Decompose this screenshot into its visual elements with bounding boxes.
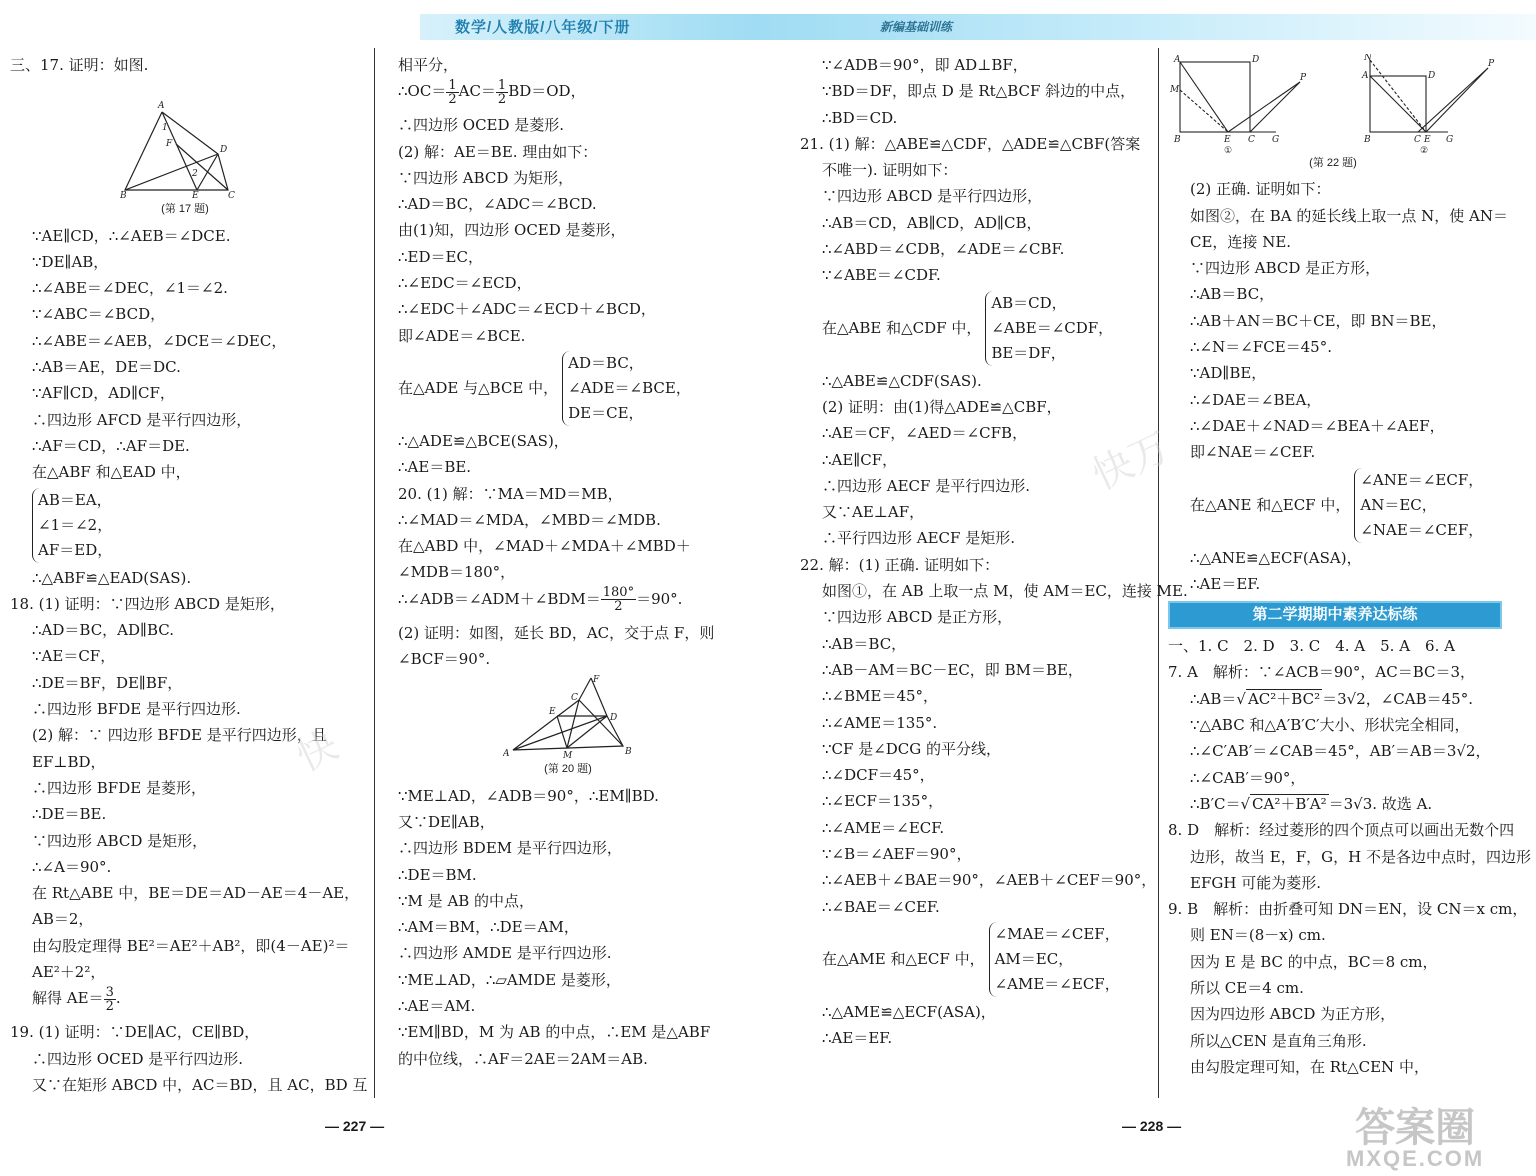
text-fragment: BD＝OD， (508, 82, 586, 101)
system-line: AD＝BC， (568, 353, 644, 372)
text-line: 在 Rt△ABE 中，BE＝DE＝AD－AE＝4－AE， (32, 884, 360, 903)
text-line: ∵∠ABE＝∠CDF. (822, 266, 941, 285)
text-line: ∵ME⊥AD，∴▱AMDE 是菱形， (398, 970, 621, 989)
system-line: AB＝EA， (38, 490, 112, 509)
system-lead: 在△ABE 和△CDF 中， (822, 319, 982, 338)
figure-17-label: 1 (162, 123, 168, 134)
brace-group (32, 488, 112, 563)
figure-22-mark: ① (1224, 146, 1233, 154)
page-number-right: — 228 — (1122, 1118, 1182, 1134)
text-line: ∵四边形 ABCD 是矩形， (32, 831, 208, 850)
text-line: ∴AF＝CD，∴AF＝DE. (32, 436, 190, 455)
text-line: ∵BD＝DF，即点 D 是 Rt△BCF 斜边的中点， (822, 82, 1136, 101)
page-number-left: — 227 — (325, 1118, 385, 1134)
text-line-with-fraction (398, 586, 738, 620)
text-line: ∴四边形 BFDE 是平行四边形. (32, 700, 241, 719)
text-line-with-fraction (10, 985, 360, 1019)
figure-20-diagram (503, 674, 633, 758)
text-line: ∵EM∥BD，M 为 AB 的中点，∴EM 是△ABF (398, 1023, 711, 1042)
system-line: DE＝CE， (568, 403, 644, 422)
text-line: ∴四边形 AFCD 是平行四边形， (32, 410, 252, 429)
text-line: ∴AB＝BC， (822, 634, 907, 653)
text-fragment: AC＝ (458, 82, 496, 101)
fraction (104, 986, 116, 1013)
text-line: ∴△ADE≌△BCE(SAS)， (398, 431, 569, 450)
figure-22-label: G (1446, 135, 1454, 145)
text-line: 如图①，在 AB 上取一点 M，使 AM＝EC，连接 ME. (822, 582, 1188, 601)
column-rule-1 (374, 48, 375, 1098)
figure-17-label: 2 (192, 169, 198, 180)
figure-20-label: C (571, 693, 578, 704)
text-line: 则 EN＝(8－x) cm. (1190, 926, 1326, 945)
equation-system (398, 351, 738, 426)
text-line: ∴∠BME＝45°， (822, 687, 939, 706)
text-fragment: ＝90°. (636, 589, 683, 608)
watermark-logo (1346, 1108, 1484, 1170)
fraction (496, 79, 508, 106)
text-line: ∴△ABF≌△EAD(SAS). (32, 568, 192, 587)
text-line: ∠MDB＝180°， (398, 563, 516, 582)
text-line: (2) 证明：如图，延长 BD，AC，交于点 F，则 (398, 623, 715, 642)
figure-20 (503, 674, 633, 758)
figure-22-label: C (1414, 135, 1421, 145)
text-line: ∵四边形 ABCD 是平行四边形， (822, 187, 1043, 206)
figure-20-label: M (563, 751, 573, 759)
figure-20-label: B (625, 747, 632, 758)
text-line: ∴AE∥CF， (822, 450, 898, 469)
text-line: ∴∠ECF＝135°， (822, 792, 944, 811)
text-line-with-radical: ∴B′C＝√ CA²＋B′A² ＝3√3. 故选 A. (1190, 794, 1433, 813)
text-line: ∴∠AME＝135°. (822, 713, 938, 732)
text-line: AE²＋2²， (32, 963, 106, 982)
text-line: ∴△ANE≌△ECF(ASA)， (1190, 548, 1362, 567)
text-line: ∴AE＝EF. (822, 1029, 893, 1048)
text-line: ∴四边形 BDEM 是平行四边形， (398, 839, 622, 858)
figure-20-label: E (549, 707, 556, 718)
figure-17-label: E (192, 191, 199, 199)
system-lead: 在△ANE 和△ECF 中， (1190, 495, 1351, 514)
system-line: AM＝EC， (994, 949, 1074, 968)
figure-17-label: B (120, 191, 127, 199)
figure-22-label: P (1488, 59, 1495, 69)
column-2 (398, 52, 738, 1072)
figure-22-label: E (1424, 135, 1431, 145)
text-line: ∵△ABC 和△A′B′C′大小、形状完全相同， (1190, 716, 1470, 735)
text-line: 因为四边形 ABCD 为正方形， (1190, 1005, 1396, 1024)
figure-17-diagram (120, 80, 250, 198)
text-line: ∴DE＝BM. (398, 865, 477, 884)
figure-22-diagram-2 (1358, 54, 1498, 154)
text-line: 7. A 解析：∵∠ACB＝90°，AC＝BC＝3， (1168, 663, 1476, 682)
text-line: ∴AE＝AM. (398, 997, 476, 1016)
text-line: ∴四边形 AMDE 是平行四边形. (398, 944, 612, 963)
system-lead: 在△ADE 与△BCE 中， (398, 379, 559, 398)
fraction (601, 586, 636, 613)
text-line-with-fraction (398, 78, 738, 112)
figure-22-label: A (1174, 55, 1181, 65)
text-line: ∴AB＝BC， (1190, 285, 1275, 304)
text-line: ∴AE＝BE. (398, 458, 472, 477)
text-line: 8. D 解析：经过菱形的四个顶点可以画出无数个四 (1168, 821, 1515, 840)
text-line: ∵AE∥CD，∴∠AEB＝∠DCE. (32, 226, 231, 245)
text-line: ∵四边形 ABCD 为矩形， (398, 168, 574, 187)
text-line: 一、1. C 2. D 3. C 4. A 5. A 6. A (1168, 637, 1455, 656)
brace-group (1354, 468, 1483, 543)
text-fragment: ＝3√2，∠CAB＝45°. (1322, 689, 1473, 708)
text-line: 所以△CEN 是直角三角形. (1190, 1031, 1367, 1050)
text-fragment: ＝3√3. 故选 A. (1328, 794, 1433, 813)
text-line: ∵∠ABC＝∠BCD， (32, 305, 166, 324)
text-line: ∴∠ABD＝∠CDB，∠ADE＝∠CBF. (822, 240, 1065, 259)
text-line: EFGH 可能为菱形. (1190, 873, 1321, 892)
system-line: AB＝CD， (991, 293, 1067, 312)
text-line: 相平分， (398, 56, 459, 74)
text-line: ∴∠MAD＝∠MDA，∠MBD＝∠MDB. (398, 510, 661, 529)
system-lead: 在△AME 和△ECF 中， (822, 950, 985, 969)
system-line: BE＝DF， (991, 343, 1066, 362)
figure-22 (1168, 54, 1498, 154)
figure-22-label: G (1272, 135, 1280, 145)
figure-22-label: B (1364, 135, 1371, 145)
text-line: ∠BCF＝90°. (398, 650, 491, 669)
text-line: 由勾股定理得 BE²＝AE²＋AB²，即(4－AE)²＝ (32, 936, 350, 955)
fraction-denominator: 2 (448, 91, 457, 107)
text-line: ∴AB＝CD，AB∥CD，AD∥CB， (822, 213, 1042, 232)
text-line: AB＝2， (32, 910, 94, 929)
text-line: 由勾股定理可知，在 Rt△CEN 中， (1190, 1057, 1429, 1076)
text-line: ∴AD＝BC，∠ADC＝∠BCD. (398, 195, 597, 214)
text-line: ∵四边形 ABCD 是正方形， (1190, 259, 1381, 278)
figure-22-label: N (1364, 54, 1372, 63)
figure-17 (120, 80, 250, 198)
text-line: 又∵在矩形 ABCD 中，AC＝BD，且 AC，BD 互 (32, 1075, 368, 1094)
text-line: ∴DE＝BE. (32, 805, 107, 824)
text-line: ∴∠ABE＝∠AEB，∠DCE＝∠DEC， (32, 331, 287, 350)
text-line: ∵AF∥CD，AD∥CF， (32, 384, 175, 403)
text-line: ∴ED＝EC， (398, 247, 483, 266)
figure-22-label: E (1224, 135, 1231, 145)
column-4 (1168, 52, 1531, 1080)
text-line: ∴∠C′AB′＝∠CAB＝45°，AB′＝AB＝3√2， (1190, 742, 1491, 761)
text-line: 18. (1) 证明：∵四边形 ABCD 是矩形， (10, 594, 285, 613)
header-brand: 新编基础训练 (880, 20, 953, 34)
text-line: ∴四边形 AECF 是平行四边形. (822, 476, 1030, 495)
text-line: (2) 解：AE＝BE. 理由如下： (398, 142, 598, 161)
text-line: ∴∠BAE＝∠CEF. (822, 897, 940, 916)
figure-17-label: F (166, 139, 173, 150)
text-fragment: ∴AB＝ (1190, 689, 1237, 708)
equation-system (10, 488, 360, 563)
text-line: ∵M 是 AB 的中点， (398, 891, 535, 910)
text-line: ∵∠B＝∠AEF＝90°， (822, 845, 972, 864)
system-line: ∠AME＝∠ECF， (994, 974, 1120, 993)
system-line: ∠ABE＝∠CDF， (991, 318, 1114, 337)
watermark: 快万 (1085, 424, 1178, 499)
text-line: ∴△ABE≌△CDF(SAS). (822, 371, 982, 390)
text-line: 在△ABD 中，∠MAD＋∠MDA＋∠MBD＋ (398, 537, 691, 556)
text-line: ∵ME⊥AD，∠ADB＝90°，∴EM∥BD. (398, 786, 659, 805)
system-line: ∠ADE＝∠BCE， (568, 378, 691, 397)
text-line: ∴AB＋AN＝BC＋CE，即 BN＝BE， (1190, 311, 1447, 330)
figure-22-label: P (1300, 73, 1307, 83)
column-rule-3 (1158, 48, 1159, 1098)
text-fragment: ∴B′C＝ (1190, 794, 1241, 813)
fraction-numerator: 3 (105, 984, 114, 1000)
text-line: ∴AE＝CF，∠AED＝∠CFB， (822, 424, 1028, 443)
text-line: ∴∠AME＝∠ECF. (822, 818, 945, 837)
watermark: 快 (290, 723, 345, 781)
section-header: 第二学期期中素养达标练 (1168, 601, 1502, 629)
radicand: CA²＋B′A² (1252, 794, 1327, 813)
brace-group (985, 291, 1113, 366)
figure-22-label: A (1362, 71, 1369, 81)
text-fragment: ∴∠ADB＝∠ADM＋∠BDM＝ (398, 589, 601, 608)
equation-system (1168, 468, 1518, 543)
figure-22-label: D (1428, 71, 1436, 81)
system-line: ∠ANE＝∠ECF， (1360, 470, 1484, 489)
fraction-numerator: 1 (448, 77, 457, 93)
system-line: ∠MAE＝∠CEF， (994, 924, 1120, 943)
figure-caption: (第 20 题) (544, 763, 592, 776)
text-line: ∴∠CAB′＝90°， (1190, 768, 1306, 787)
fraction-denominator: 2 (497, 91, 507, 107)
text-line: 22. 解：(1) 正确. 证明如下： (800, 555, 1000, 574)
text-line: (2) 正确. 证明如下： (1190, 180, 1331, 199)
text-line: 21. (1) 解：△ABE≌△CDF，△ADE≌△CBF(答案 (800, 134, 1141, 153)
text-line: ∴DE＝BF，DE∥BF， (32, 673, 183, 692)
text-line: ∴∠N＝∠FCE＝45°. (1190, 338, 1332, 357)
text-line: 9. B 解析：由折叠可知 DN＝EN，设 CN＝x cm， (1168, 900, 1528, 919)
text-line: 19. (1) 证明：∵DE∥AC，CE∥BD， (10, 1023, 260, 1042)
text-fragment: ∴OC＝ (398, 82, 447, 101)
text-line: ∵AE＝CF， (32, 647, 116, 666)
text-line: ∴∠DAE＝∠BEA， (1190, 390, 1322, 409)
system-line: ∠NAE＝∠CEF， (1360, 520, 1484, 539)
watermark-logo-top: 答案圈 (1355, 1106, 1476, 1150)
text-line: ∴∠EDC＋∠ADC＝∠ECD＋∠BCD， (398, 300, 656, 319)
figure-22-mark: ② (1420, 146, 1429, 154)
text-line: 20. (1) 解：∵MA＝MD＝MB， (398, 484, 623, 503)
text-line: ∴∠DCF＝45°， (822, 766, 935, 785)
fraction (446, 79, 458, 106)
figure-17-label: C (228, 191, 235, 199)
text-line: ∴四边形 OCED 是菱形. (398, 116, 565, 135)
text-line: 又∵DE∥AB， (398, 812, 495, 831)
text-line: ∵CF 是∠DCG 的平分线， (822, 739, 1002, 758)
text-line: 如图②，在 BA 的延长线上取一点 N，使 AN＝ (1190, 206, 1509, 225)
figure-caption: (第 22 题) (1309, 157, 1357, 169)
text-line: 即∠ADE＝∠BCE. (398, 326, 526, 345)
text-line: 的中位线，∴AF＝2AE＝2AM＝AB. (398, 1049, 648, 1068)
column-1 (10, 52, 368, 1098)
text-line: ∴BD＝CD. (822, 108, 898, 127)
fraction-denominator: 2 (614, 599, 623, 615)
text-line: 边形，故当 E，F，G，H 不是各边中点时，四边形 (1190, 847, 1531, 866)
text-line: ∴AB－AM＝BC－EC，即 BM＝BE， (822, 660, 1083, 679)
text-line: 由(1)知，四边形 OCED 是菱形， (398, 221, 626, 240)
column-3 (800, 52, 1188, 1052)
figure-22-label: C (1248, 135, 1255, 145)
text-line: EF⊥BD， (32, 752, 106, 771)
text-line: ∴∠A＝90°. (32, 857, 112, 876)
header-title: 数学/人教版/八年级/下册 (455, 19, 631, 36)
figure-22-diagram-1 (1168, 54, 1308, 154)
text-fragment: . (115, 989, 121, 1008)
text-line: ∴平行四边形 AECF 是矩形. (822, 529, 1015, 548)
text-line: ∴△AME≌△ECF(ASA)， (822, 1002, 996, 1021)
text-line: (2) 解：∵ 四边形 BFDE 是平行四边形，且 (32, 726, 327, 745)
text-line: 三、17. 证明：如图. (10, 56, 149, 74)
text-line: (2) 证明：由(1)得△ADE≌△CBF， (822, 397, 1062, 416)
figure-22-label: B (1174, 135, 1181, 145)
text-line: ∴∠DAE＋∠NAD＝∠BEA＋∠AEF， (1190, 416, 1445, 435)
watermark-logo-bottom: MXQE.COM (1346, 1146, 1485, 1171)
system-line: AF＝ED， (38, 540, 113, 559)
system-line: ∠1＝∠2， (38, 515, 113, 534)
figure-22-label: D (1252, 55, 1260, 65)
text-line: ∴∠ABE＝∠DEC，∠1＝∠2. (32, 279, 228, 298)
fraction-numerator: 180° (602, 585, 635, 601)
text-line: 所以 CE＝4 cm. (1190, 979, 1304, 998)
text-line: ∴AE＝EF. (1190, 574, 1261, 593)
brace-group (562, 351, 691, 426)
figure-20-label: D (610, 713, 618, 724)
fraction-numerator: 1 (497, 77, 507, 93)
system-line: AN＝EC， (1360, 495, 1437, 514)
figure-caption: (第 17 题) (161, 203, 209, 216)
text-line: 因为 E 是 BC 的中点，BC＝8 cm， (1190, 952, 1438, 971)
text-line: 又∵AE⊥AF， (822, 503, 925, 522)
figure-20-label: A (503, 749, 510, 759)
text-line: ∴∠EDC＝∠ECD， (398, 274, 532, 293)
text-line: ∴AD＝BC，AD∥BC. (32, 621, 174, 640)
radicand: AC²＋BC² (1247, 689, 1321, 708)
text-line: 不唯一). 证明如下： (822, 161, 958, 180)
text-line: CE，连接 NE. (1190, 232, 1292, 251)
equation-system (800, 922, 1150, 997)
text-line: ∴∠AEB＋∠BAE＝90°，∠AEB＋∠CEF＝90°， (822, 871, 1157, 890)
figure-20-label: F (593, 675, 600, 686)
figure-17-label: A (158, 101, 165, 112)
text-line: ∵DE∥AB， (32, 252, 109, 271)
equation-system (800, 291, 1150, 366)
figure-17-label: D (220, 145, 228, 156)
text-line: ∴四边形 BFDE 是菱形， (32, 778, 206, 797)
figure-22-label: M (1170, 85, 1180, 95)
text-line: 即∠NAE＝∠CEF. (1190, 443, 1316, 462)
text-fragment: 解得 AE＝ (32, 989, 104, 1008)
text-line: ∴四边形 OCED 是平行四边形. (32, 1049, 244, 1068)
text-line: ∴AB＝AE，DE＝DC. (32, 358, 181, 377)
fraction-denominator: 2 (105, 998, 114, 1014)
text-line: ∵∠ADB＝90°，即 AD⊥BF， (822, 56, 1028, 74)
text-line-with-radical: ∴AB＝√ AC²＋BC² ＝3√2，∠CAB＝45°. (1190, 689, 1473, 708)
text-line: 在△ABF 和△EAD 中， (32, 463, 191, 482)
text-line: ∵四边形 ABCD 是正方形， (822, 608, 1013, 627)
text-line: ∴AM＝BM，∴DE＝AM， (398, 918, 579, 937)
brace-group (989, 922, 1120, 997)
text-line: ∵AD∥BE， (1190, 364, 1267, 383)
